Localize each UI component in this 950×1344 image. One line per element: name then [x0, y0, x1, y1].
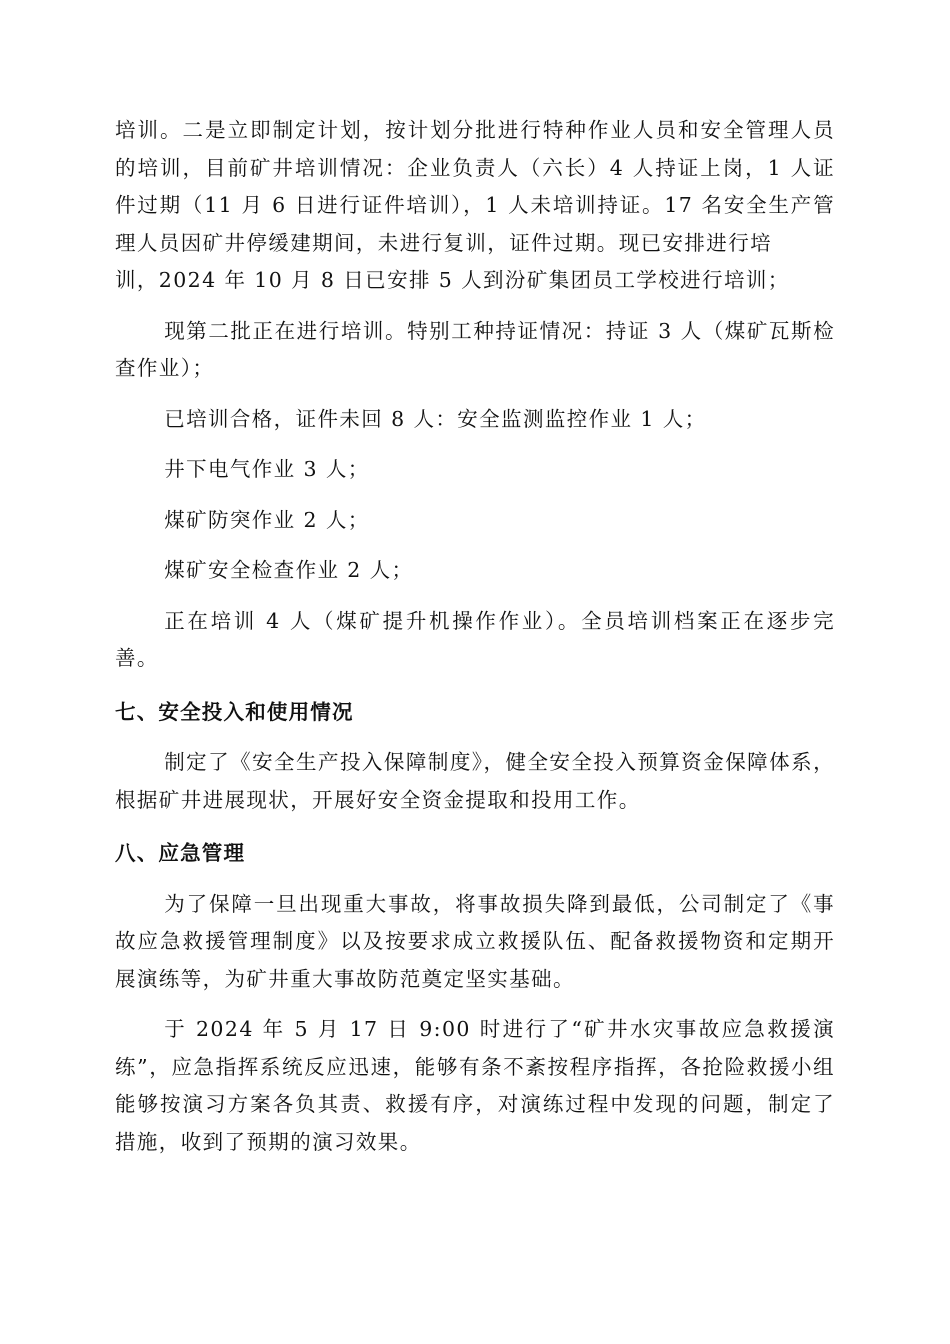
section-heading-8: 八、应急管理 [115, 841, 246, 865]
paragraph-second-batch: 现第二批正在进行培训。特别工种持证情况：持证 3 人（煤矿瓦斯检查作业）； [115, 318, 835, 380]
paragraph-qualified: 已培训合格，证件未回 8 人：安全监测监控作业 1 人； [164, 406, 707, 431]
paragraph-safety-investment: 制定了《安全生产投入保障制度》，健全安全投入预算资金保障体系，根据矿井进展现状，开展好安全资金提取和投用工作。 [115, 750, 835, 812]
document-page [115, 112, 835, 1161]
paragraph-electrical: 井下电气作业 3 人； [164, 457, 370, 481]
paragraph-training-status-cont: 训，2024 年 10 月 8 日已安排 5 人到汾矿集团员工学校进行培训； [115, 268, 790, 292]
paragraph-emergency-system: 为了保障一旦出现重大事故，将事故损失降到最低，公司制定了《事故应急救援管理制度》以及按要求成立救援队伍、配备救援物资和定期开展演练等，为矿井重大事故防范奠定坚实基础。 [115, 891, 835, 991]
section-heading-7: 七、安全投入和使用情况 [115, 699, 354, 724]
paragraph-in-training: 正在培训 4 人（煤矿提升机操作作业）。全员培训档案正在逐步完善。 [115, 608, 835, 670]
paragraph-training-status: 培训。二是立即制定计划，按计划分批进行特种作业人员和安全管理人员的培训，目前矿井培训情况：企业负责人（六长）4 人持证上岗，1 人证件过期（11 月 6 日进行证件培训），1 人未培训持证。17 名安全生产管理人员因矿井停缓建期间，未进行复训，证件过期。现已安排进行培 [115, 118, 835, 255]
paragraph-outburst: 煤矿防突作业 2 人； [164, 507, 370, 532]
paragraph-emergency-drill: 于 2024 年 5 月 17 日 9:00 时进行了“矿井水灾事故应急救援演练”，应急指挥系统反应迅速，能够有条不紊按程序指挥，各抢险救援小组能够按演习方案各负其责、救援有序，对演练过程中发现的问题，制定了措施，收到了预期的演习效果。 [115, 1017, 835, 1154]
paragraph-safety-inspection: 煤矿安全检查作业 2 人； [164, 558, 414, 582]
